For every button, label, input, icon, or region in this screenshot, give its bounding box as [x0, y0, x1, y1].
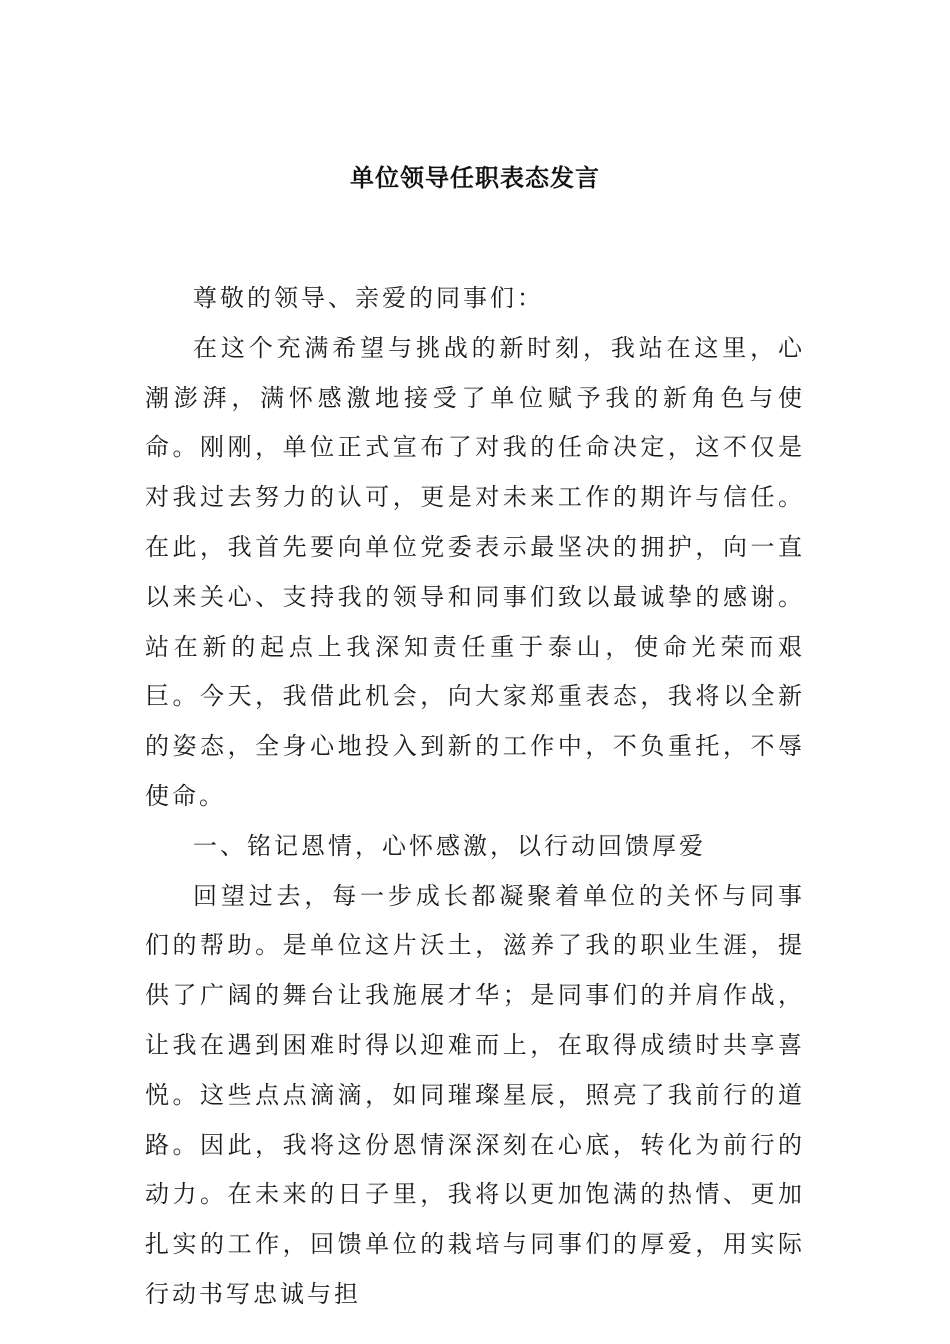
- document-body: [145, 274, 805, 1320]
- salutation-paragraph: 尊敬的领导、亲爱的同事们：: [193, 284, 544, 312]
- body-paragraph: 回望过去，每一步成长都凝聚着单位的关怀与同事们的帮助。是单位这片沃土，滋养了我的职业生涯，提供了广阔的舞台让我施展才华；是同事们的并肩作战，让我在遇到困难时得以迎难而上，在取得成绩时共享喜悦。这些点点滴滴，如同璀璨星辰，照亮了我前行的道路。因此，我将这份恩情深深刻在心底，转化为前行的动力。在未来的日子里，我将以更加饱满的热情、更加扎实的工作，回馈单位的栽培与同事们的厚爱，用实际行动书写忠诚与担: [145, 881, 805, 1308]
- document-title: 单位领导任职表态发言: [350, 163, 600, 192]
- body-paragraph: 在这个充满希望与挑战的新时刻，我站在这里，心潮澎湃，满怀感激地接受了单位赋予我的新角色与使命。刚刚，单位正式宣布了对我的任命决定，这不仅是对我过去努力的认可，更是对未来工作的期许与信任。在此，我首先要向单位党委表示最坚决的拥护，向一直以来关心、支持我的领导和同事们致以最诚挚的感谢。站在新的起点上我深知责任重于泰山，使命光荣而艰巨。今天，我借此机会，向大家郑重表态，我将以全新的姿态，全身心地投入到新的工作中，不负重托，不辱使命。: [145, 333, 805, 810]
- section-heading: 一、铭记恩情，心怀感激，以行动回馈厚爱: [193, 831, 706, 860]
